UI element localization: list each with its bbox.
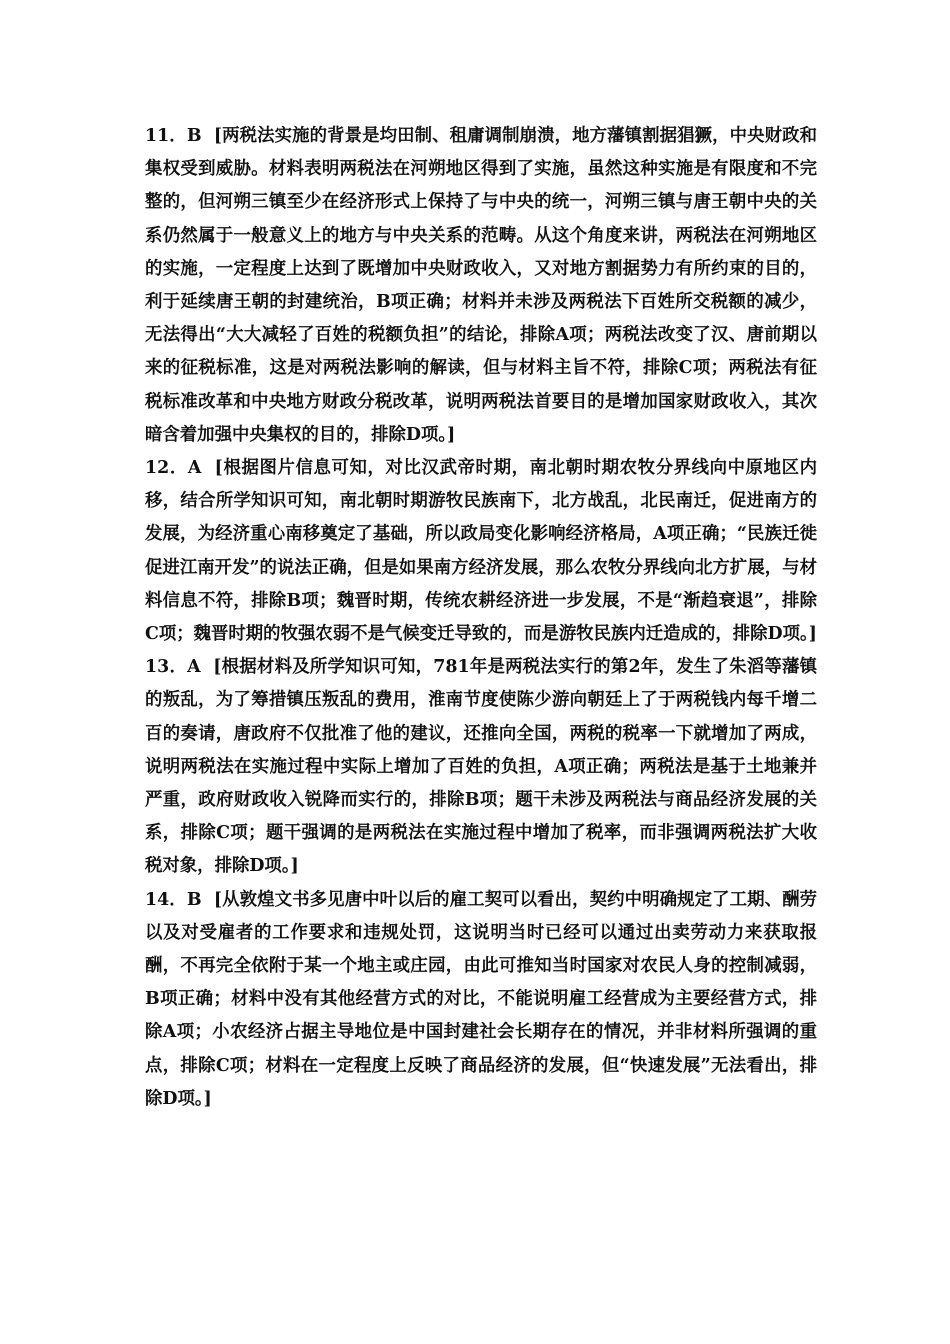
answer-explanation: [从敦煌文书多见唐中叶以后的雇工契可以看出，契约中明确规定了工期、酬劳以及对受雇者的工作要求和违规处罚，这说明当时已经可以通过出卖劳动力来获取报酬，不再完全依附于某一个地主或庄园，由此可推知当时国家对农民人身的控制减弱，B项正确；材料中没有其他经营方式的对比，不能说明雇工经营成为主要经营方式，排除A项；小农经济占据主导地位是中国封建社会长期存在的情况，并非材料所强调的重点，排除C项；材料在一定程度上反映了商品经济的发展，但“快速发展”无法看出，排除D项。]: [145, 889, 818, 1109]
answer-explanations-page: [145, 120, 817, 1116]
answer-explanation: [两税法实施的背景是均田制、租庸调制崩溃，地方藩镇割据猖獗，中央财政和集权受到威胁。材料表明两税法在河朔地区得到了实施，虽然这种实施是有限度和不完整的，但河朔三镇至少在经济形式上保持了与中央的统一，河朔三镇与唐王朝中央的关系仍然属于一般意义上的地方与中央关系的范畴。从这个角度来讲，两税法在河朔地区的实施，一定程度上达到了既增加中央财政收入，又对地方割据势力有所约束的目的，利于延续唐王朝的封建统治，B项正确；材料并未涉及两税法下百姓所交税额的减少，无法得出“大大减轻了百姓的税额负担”的结论，排除A项；两税法改变了汉、唐前期以来的征税标准，这是对两税法影响的解读，但与材料主旨不符，排除C项；两税法有征税标准改革和中央地方财政分税改革，说明两税法首要目的是增加国家财政收入，其次暗含着加强中央集权的目的，排除D项。]: [145, 126, 818, 445]
answer-14: [145, 884, 817, 1116]
answer-choice: B: [186, 126, 202, 146]
answer-choice: A: [187, 458, 202, 479]
answer-explanation: [根据图片信息可知，对比汉武帝时期，南北朝时期农牧分界线向中原地区内移，结合所学知识可知，南北朝时期游牧民族南下，北方战乱，北民南迁，促进南方的发展，为经济重心南移奠定了基础，所以政局变化影响经济格局，A项正确；“民族迁徙促进江南开发”的说法正确，但是如果南方经济发展，那么农牧分界线向北方扩展，与材料信息不符，排除B项；魏晋时期，传统农耕经济进一步发展，不是“渐趋衰退”，排除C项；魏晋时期的牧强农弱不是气候变迁导致的，而是游牧民族内迁造成的，排除D项。]: [145, 458, 818, 645]
answer-choice: B: [186, 889, 202, 910]
answer-11: [145, 120, 817, 452]
answer-explanation: [根据材料及所学知识可知，781年是两税法实行的第2年，发生了朱滔等藩镇的叛乱，为了筹措镇压叛乱的费用，淮南节度使陈少游向朝廷上了于两税钱内每千增二百的奏请，唐政府不仅批准了他的建议，还推向全国，两税的税率一下就增加了两成，说明两税法在实施过程中实际上增加了百姓的负担，A项正确；两税法是基于土地兼并严重，政府财政收入锐降而实行的，排除B项；题干未涉及两税法与商品经济发展的关系，排除C项；题干强调的是两税法在实施过程中增加了税率，而非强调两税法扩大收税对象，排除D项。]: [145, 657, 818, 877]
question-number: 11．: [145, 126, 187, 146]
answer-choice: A: [187, 657, 201, 678]
answer-13: [145, 651, 817, 883]
question-number: 13．: [145, 657, 188, 678]
question-number: 12．: [145, 458, 188, 479]
answer-12: [145, 452, 817, 651]
question-number: 14．: [145, 889, 187, 910]
